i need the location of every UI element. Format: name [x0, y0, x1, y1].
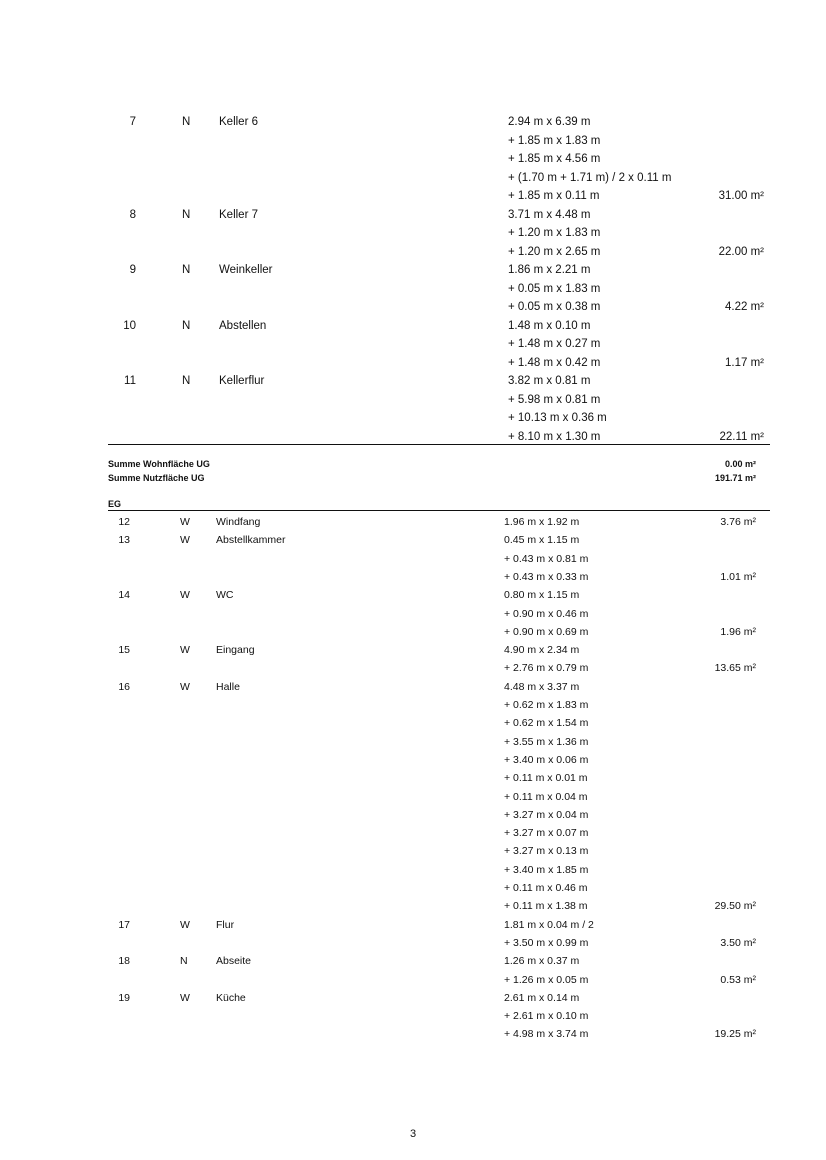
area-total-cell: 0.53 m² — [720, 973, 756, 986]
table-row — [0, 150, 826, 168]
room-name-cell: Kellerflur — [219, 375, 265, 387]
table-row — [0, 897, 826, 915]
area-calculation-cell: + 0.90 m x 0.69 m — [504, 625, 589, 638]
ug-total-rule — [108, 444, 770, 445]
area-calculation-cell: + 3.55 m x 1.36 m — [504, 735, 589, 748]
usage-code-cell: W — [180, 680, 190, 693]
table-row — [0, 513, 826, 531]
usage-code-cell: W — [180, 589, 190, 602]
usage-code-cell: N — [180, 955, 188, 968]
room-name-cell: WC — [216, 589, 234, 602]
room-number-cell: 8 — [129, 208, 136, 221]
area-calculation-cell: 4.48 m x 3.37 m — [504, 680, 580, 693]
area-calculation-cell: + 3.27 m x 0.07 m — [504, 827, 589, 840]
usage-code-cell: W — [180, 918, 190, 931]
area-total-cell: 3.50 m² — [720, 936, 756, 949]
table-row — [0, 971, 826, 989]
area-calculation-cell: 1.96 m x 1.92 m — [504, 516, 580, 528]
table-row — [0, 409, 826, 427]
area-calculation-cell: + 1.26 m x 0.05 m — [504, 973, 589, 986]
area-calculation-cell: + 3.40 m x 0.06 m — [504, 753, 589, 766]
usage-code-cell: W — [180, 644, 190, 657]
table-row — [0, 824, 826, 842]
area-calculation-cell: + 0.62 m x 1.54 m — [504, 717, 589, 730]
table-row — [0, 280, 826, 298]
area-calculation-cell: 0.45 m x 1.15 m — [504, 534, 580, 547]
room-number-cell: 10 — [123, 319, 136, 332]
area-calculation-cell: + 0.05 m x 0.38 m — [508, 301, 601, 313]
table-row — [0, 335, 826, 353]
table-row — [0, 989, 826, 1007]
table-row — [0, 751, 826, 769]
usage-code-cell: N — [182, 116, 191, 128]
table-row — [0, 550, 826, 568]
table-row — [0, 428, 826, 446]
area-calculation-cell: + 5.98 m x 0.81 m — [508, 393, 601, 406]
area-total-cell: 13.65 m² — [714, 662, 756, 675]
usage-code-cell: N — [182, 375, 191, 387]
room-number-cell: 11 — [124, 375, 136, 387]
table-row — [0, 623, 826, 641]
table-row — [0, 568, 826, 586]
area-calculation-cell: 3.82 m x 0.81 m — [508, 375, 591, 387]
area-total-cell: 3.76 m² — [720, 516, 756, 528]
area-calculation-cell: + (1.70 m + 1.71 m) / 2 x 0.11 m — [508, 171, 672, 184]
room-number-cell: 18 — [118, 955, 130, 968]
table-row — [0, 696, 826, 714]
area-calculation-cell: + 1.20 m x 1.83 m — [508, 227, 601, 239]
sum-wohnflaeche-label: Summe Wohnfläche UG — [108, 459, 210, 469]
area-calculation-cell: + 8.10 m x 1.30 m — [508, 430, 601, 443]
table-row — [0, 586, 826, 604]
table-row — [0, 788, 826, 806]
table-row — [0, 391, 826, 409]
room-number-cell: 9 — [129, 264, 136, 276]
usage-code-cell: N — [182, 319, 191, 332]
table-row — [0, 842, 826, 860]
usage-code-cell: N — [182, 264, 191, 276]
area-calculation-cell: + 0.43 m x 0.81 m — [504, 552, 589, 565]
area-calculation-cell: + 1.85 m x 0.11 m — [508, 190, 600, 202]
area-calculation-cell: + 1.85 m x 4.56 m — [508, 153, 601, 165]
table-row — [0, 113, 826, 131]
area-calculation-cell: + 1.85 m x 1.83 m — [508, 134, 601, 147]
room-name-cell: Abseite — [216, 955, 252, 968]
area-calculation-cell: + 0.11 m x 0.46 m — [504, 882, 588, 894]
room-name-cell: Abstellkammer — [216, 534, 286, 547]
area-calculation-cell: + 1.20 m x 2.65 m — [508, 245, 601, 258]
table-row — [0, 206, 826, 224]
room-name-cell: Halle — [216, 680, 240, 693]
table-row — [0, 916, 826, 934]
table-row — [0, 317, 826, 335]
room-number-cell: 12 — [118, 516, 130, 528]
area-calculation-cell: 4.90 m x 2.34 m — [504, 644, 580, 657]
usage-code-cell: W — [180, 516, 190, 528]
room-number-cell: 7 — [129, 116, 136, 128]
room-number-cell: 14 — [118, 589, 130, 602]
sum-wohnflaeche-value: 0.00 m² — [724, 459, 756, 469]
area-total-cell: 1.96 m² — [720, 625, 756, 638]
table-row — [0, 372, 826, 390]
room-name-cell: Eingang — [216, 644, 255, 657]
room-number-cell: 13 — [118, 534, 130, 547]
area-calculation-cell: + 3.40 m x 1.85 m — [504, 863, 589, 876]
table-row — [0, 605, 826, 623]
table-row — [0, 531, 826, 549]
area-calculation-cell: + 0.43 m x 0.33 m — [504, 570, 589, 583]
usage-code-cell: N — [182, 208, 191, 221]
area-total-cell: 4.22 m² — [725, 301, 764, 313]
room-number-cell: 16 — [118, 680, 130, 693]
eg-section-rule — [108, 510, 770, 511]
area-calculation-cell: + 0.11 m x 1.38 m — [504, 900, 588, 913]
area-calculation-cell: + 0.05 m x 1.83 m — [508, 282, 601, 295]
area-calculation-cell: 1.86 m x 2.21 m — [508, 264, 591, 276]
area-calculation-cell: + 2.61 m x 0.10 m — [504, 1010, 589, 1023]
table-row — [0, 1025, 826, 1043]
area-calculation-cell: 0.80 m x 1.15 m — [504, 589, 580, 602]
area-calculation-cell: 2.94 m x 6.39 m — [508, 116, 591, 128]
table-row — [0, 952, 826, 970]
table-row — [0, 714, 826, 732]
area-calculation-cell: + 3.50 m x 0.99 m — [504, 936, 589, 949]
table-row — [0, 132, 826, 150]
room-name-cell: Weinkeller — [219, 264, 273, 276]
table-row — [0, 641, 826, 659]
area-calculation-cell: 1.26 m x 0.37 m — [504, 955, 580, 968]
area-calculation-cell: + 4.98 m x 3.74 m — [504, 1028, 589, 1041]
area-calculation-cell: + 2.76 m x 0.79 m — [504, 662, 589, 675]
table-row — [0, 224, 826, 242]
table-row — [0, 861, 826, 879]
area-total-cell: 22.11 m² — [719, 430, 764, 443]
table-row — [0, 934, 826, 952]
area-calculation-cell: 2.61 m x 0.14 m — [504, 991, 580, 1004]
area-total-cell: 29.50 m² — [714, 900, 756, 913]
page-number: 3 — [409, 1128, 417, 1140]
room-name-cell: Windfang — [216, 516, 261, 528]
area-total-cell: 19.25 m² — [714, 1028, 756, 1041]
room-number-cell: 15 — [118, 644, 130, 657]
room-number-cell: 19 — [118, 991, 130, 1004]
table-row — [0, 261, 826, 279]
sum-nutzflaeche-value: 191.71 m² — [714, 473, 756, 483]
room-name-cell: Keller 7 — [219, 208, 258, 221]
table-row — [0, 298, 826, 316]
table-row — [0, 733, 826, 751]
area-calculation-cell: 1.48 m x 0.10 m — [508, 319, 591, 332]
table-row — [0, 806, 826, 824]
area-calculation-cell: + 0.11 m x 0.04 m — [504, 790, 588, 803]
sum-nutzflaeche-label: Summe Nutzfläche UG — [108, 473, 205, 483]
room-number-cell: 17 — [118, 918, 130, 931]
area-total-cell: 31.00 m² — [718, 190, 764, 202]
area-total-cell: 1.17 m² — [725, 356, 764, 369]
area-calculation-cell: + 0.11 m x 0.01 m — [504, 772, 588, 785]
section-label-eg: EG — [108, 499, 122, 509]
room-name-cell: Küche — [216, 991, 246, 1004]
table-row — [0, 354, 826, 372]
table-row — [0, 243, 826, 261]
area-calculation-cell: 1.81 m x 0.04 m / 2 — [504, 918, 594, 931]
table-row — [0, 1007, 826, 1025]
area-calculation-cell: + 1.48 m x 0.27 m — [508, 338, 601, 350]
room-name-cell: Keller 6 — [219, 116, 258, 128]
usage-code-cell: W — [180, 534, 190, 547]
table-row — [0, 659, 826, 677]
table-row — [0, 879, 826, 897]
area-calculation-cell: + 0.90 m x 0.46 m — [504, 607, 589, 620]
room-name-cell: Flur — [216, 918, 235, 931]
table-row — [0, 187, 826, 205]
area-calculation-cell: + 0.62 m x 1.83 m — [504, 699, 589, 711]
area-calculation-cell: + 3.27 m x 0.04 m — [504, 808, 589, 821]
area-calculation-cell: + 3.27 m x 0.13 m — [504, 845, 589, 858]
area-calculation-cell: + 10.13 m x 0.36 m — [508, 412, 607, 424]
usage-code-cell: W — [180, 991, 190, 1004]
area-calculation-cell: + 1.48 m x 0.42 m — [508, 356, 601, 369]
area-calculation-cell: 3.71 m x 4.48 m — [508, 208, 591, 221]
table-row — [0, 169, 826, 187]
table-row — [0, 678, 826, 696]
room-name-cell: Abstellen — [219, 319, 267, 332]
area-total-cell: 22.00 m² — [718, 245, 764, 258]
area-total-cell: 1.01 m² — [720, 570, 756, 583]
table-row — [0, 769, 826, 787]
